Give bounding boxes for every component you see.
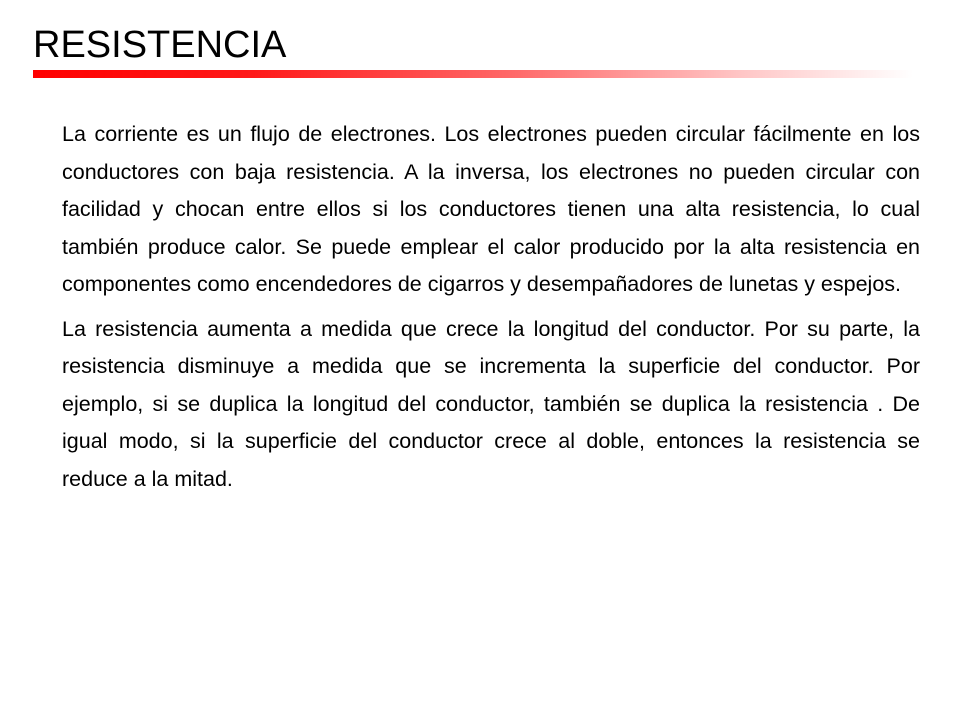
slide-body (62, 116, 920, 505)
title-underline-bar (33, 70, 913, 78)
slide-title: RESISTENCIA (33, 24, 287, 66)
paragraph-resistance-length: La resistencia aumenta a medida que crece la longitud del conductor. Por su parte, la resistencia disminuye a medida que se incrementa la superficie del conductor. Por ejemplo, si se duplica la longitud del conductor, también se duplica la resistencia . De igual modo, si la superficie del conductor crece al doble, entonces la resistencia se reduce a la mitad. (62, 316, 920, 491)
paragraph-current-flow: La corriente es un flujo de electrones. Los electrones pueden circular fácilmente en los conductores con baja resistencia. A la inversa, los electrones no pueden circular con facilidad y chocan entre ellos si los conductores tienen una alta resistencia, lo cual también produce calor. Se puede emplear el calor producido por la alta resistencia en componentes como encendedores de cigarros y desempañadores de lunetas y espejos. (62, 122, 920, 296)
